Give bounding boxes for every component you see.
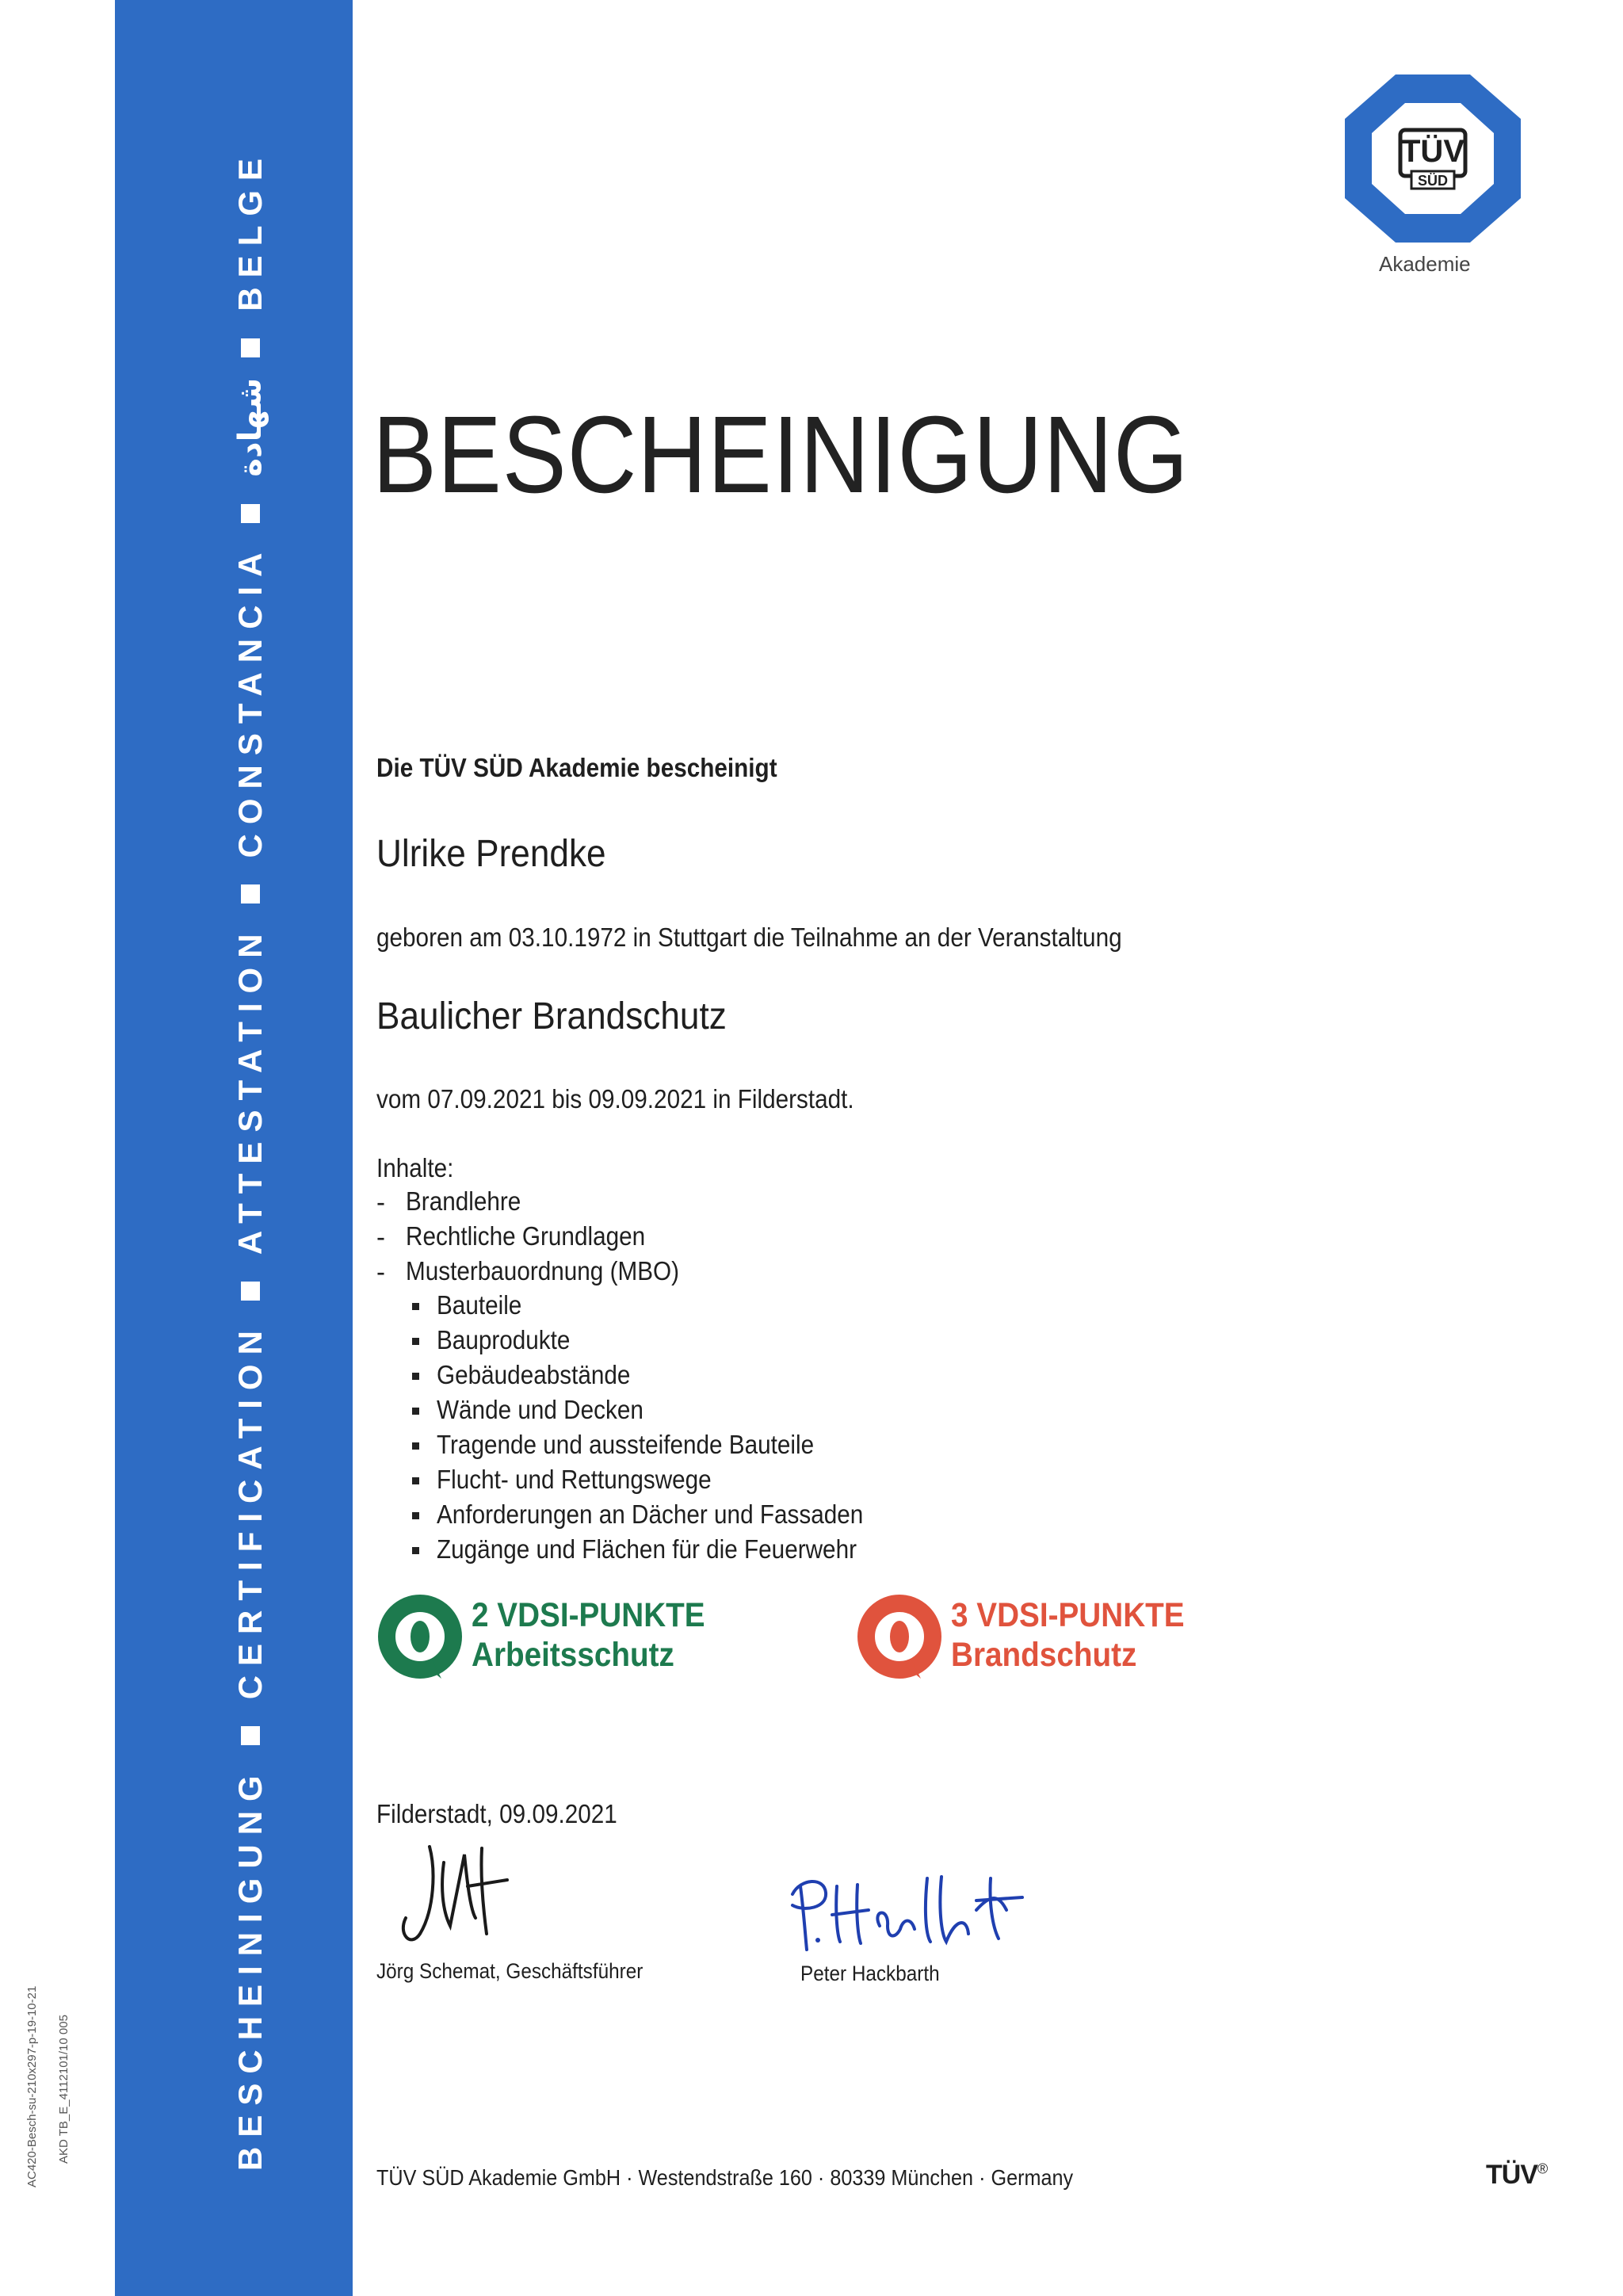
bullet-icon xyxy=(412,1547,419,1554)
course-title: Baulicher Brandschutz xyxy=(376,995,727,1037)
vdsi-points-label: 3 VDSI-PUNKTE xyxy=(951,1596,1185,1634)
band-square-icon xyxy=(241,338,260,357)
band-word-attestation: ATTESTATION xyxy=(231,924,269,1255)
vdsi-red-mark-icon xyxy=(856,1593,943,1680)
bullet-icon xyxy=(412,1373,419,1380)
list-item: Bauprodukte xyxy=(437,1325,571,1354)
footer-tuv-text: TÜV xyxy=(1486,2160,1537,2190)
vdsi-area-label: Brandschutz xyxy=(951,1636,1137,1674)
band-square-icon xyxy=(241,504,260,523)
vdsi-badge-arbeitsschutz xyxy=(472,1595,705,1675)
margin-code-1: AC420-Besch-su-210x297-p-19-10-21 xyxy=(25,1985,39,2187)
band-word-arabic: شهادة xyxy=(232,377,269,477)
band-word-certification: CERTIFICATION xyxy=(231,1321,269,1700)
bullet-icon xyxy=(412,1442,419,1450)
list-item: Zugänge und Flächen für die Feuerwehr xyxy=(437,1534,857,1564)
dash-marker: - xyxy=(376,1187,385,1217)
band-word-bescheinigung: BESCHEINIGUNG xyxy=(231,1766,269,2171)
list-item: Bauteile xyxy=(437,1290,522,1320)
footer-address: TÜV SÜD Akademie GmbH · Westendstraße 160 · 80339 München · Germany xyxy=(376,2165,1074,2190)
margin-code-2: AKD TB_E_4112101/10 005 xyxy=(57,2015,71,2164)
certifies-line: Die TÜV SÜD Akademie bescheinigt xyxy=(376,753,777,782)
vdsi-badge-brandschutz xyxy=(951,1595,1185,1675)
list-item: Brandlehre xyxy=(406,1186,521,1216)
band-word-constancia: CONSTANCIA xyxy=(231,543,269,858)
list-item: Anforderungen an Dächer und Fassaden xyxy=(437,1499,864,1529)
footer-tuv-mark xyxy=(1486,2160,1547,2191)
signer-2-name: Peter Hackbarth xyxy=(800,1962,940,1985)
date-range: vom 07.09.2021 bis 09.09.2021 in Filderstadt. xyxy=(376,1084,854,1114)
list-item: Rechtliche Grundlagen xyxy=(406,1221,646,1251)
contents-label: Inhalte: xyxy=(376,1153,454,1182)
list-item: Gebäudeabstände xyxy=(437,1360,631,1389)
band-word-belge: BELGE xyxy=(231,148,269,311)
bullet-icon xyxy=(412,1477,419,1484)
band-square-icon xyxy=(241,884,260,904)
band-square-icon xyxy=(241,1282,260,1301)
signer-1-name: Jörg Schemat, Geschäftsführer xyxy=(376,1959,643,1983)
list-item: Musterbauordnung (MBO) xyxy=(406,1256,680,1286)
signature-1-icon xyxy=(388,1839,531,1966)
dash-marker: - xyxy=(376,1222,385,1251)
dash-marker: - xyxy=(376,1257,385,1286)
bullet-icon xyxy=(412,1338,419,1345)
place-date: Filderstadt, 09.09.2021 xyxy=(376,1799,617,1828)
logo-sud-text: SÜD xyxy=(1417,173,1449,189)
bullet-icon xyxy=(412,1512,419,1519)
footer-registered-mark: ® xyxy=(1537,2160,1548,2177)
vdsi-area-label: Arbeitsschutz xyxy=(472,1636,674,1674)
vdsi-points-label: 2 VDSI-PUNKTE xyxy=(472,1596,705,1634)
signature-2-icon xyxy=(769,1862,1030,1958)
list-item: Tragende und aussteifende Bauteile xyxy=(437,1430,815,1459)
list-item: Wände und Decken xyxy=(437,1395,643,1424)
vdsi-green-mark-icon xyxy=(376,1593,464,1680)
tuv-sud-logo-icon xyxy=(1342,71,1524,246)
born-line: geboren am 03.10.1972 in Stuttgart die Teilnahme an der Veranstaltung xyxy=(376,923,1122,952)
bullet-icon xyxy=(412,1408,419,1415)
page-title: BESCHEINIGUNG xyxy=(372,394,1190,516)
bullet-icon xyxy=(412,1303,419,1310)
person-name: Ulrike Prendke xyxy=(376,833,606,875)
logo-tuv-text: TÜV xyxy=(1401,134,1465,169)
band-square-icon xyxy=(241,1726,260,1745)
logo-akademie-label: Akademie xyxy=(1379,252,1471,276)
list-item: Flucht- und Rettungswege xyxy=(437,1465,712,1494)
side-band-text xyxy=(231,47,269,2171)
